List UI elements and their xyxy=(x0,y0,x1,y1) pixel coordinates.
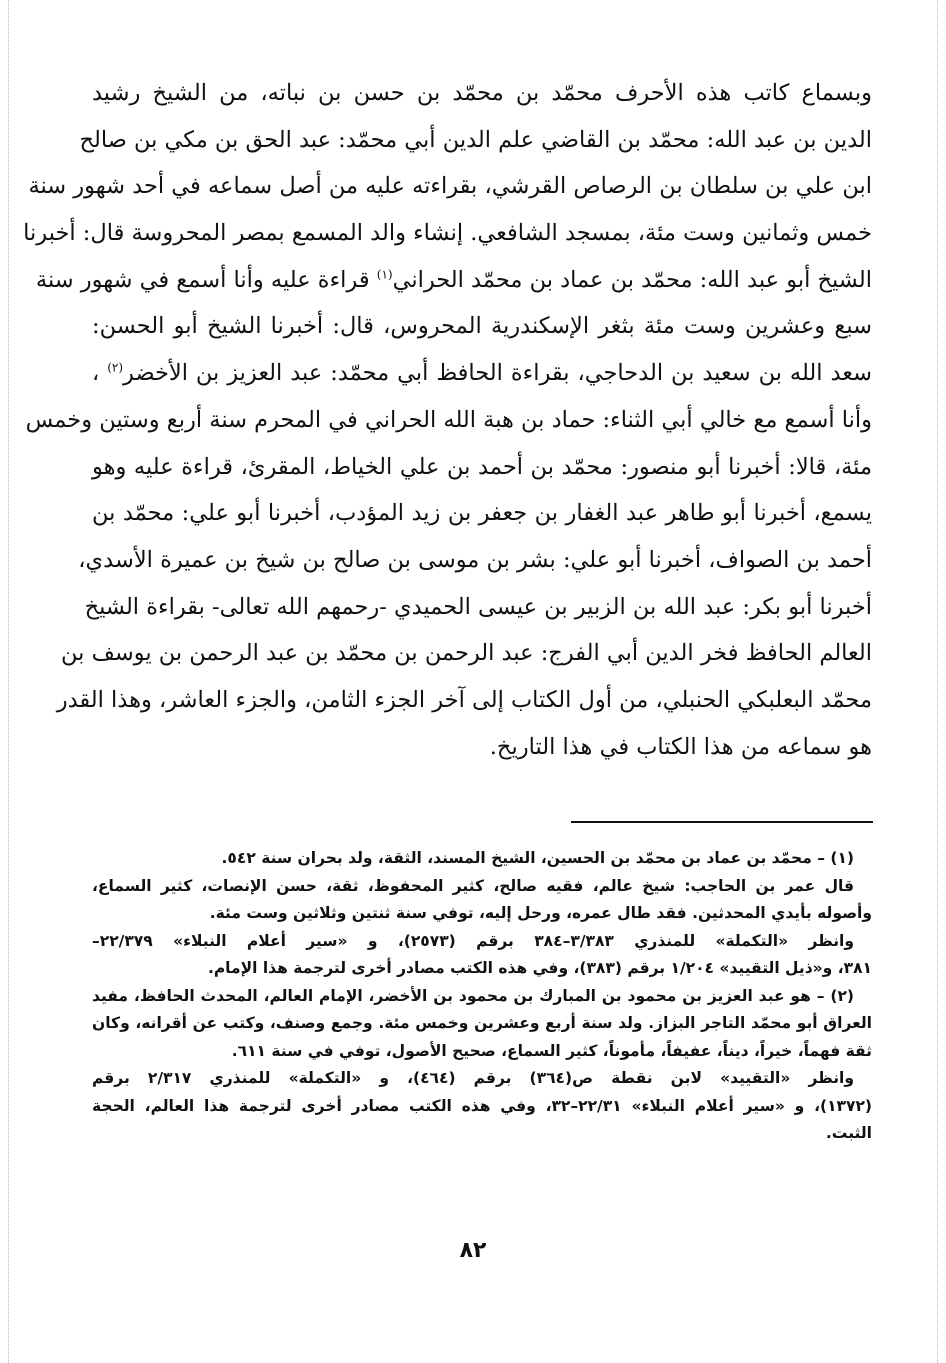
body-line-14: محمّد البعلبكي الحنبلي، من أول الكتاب إلى آخر الجزء الثامن، والجزء العاشر، وهذا القدر xyxy=(56,686,872,713)
scan-margin-right xyxy=(937,0,938,1363)
body-line-5 xyxy=(35,257,872,304)
scan-margin-left xyxy=(8,0,9,1363)
page-number: ٨٢ xyxy=(459,1238,487,1263)
footnote-1-line-4: وانظر «التكملة» للمنذري ٣/٣٨٣–٣٨٤ برقم (٢٥٧٣)، و «سير أعلام النبلاء» ٢٢/٣٧٩– xyxy=(92,931,854,950)
body-line-4: خمس وثمانين وست مئة، بمسجد الشافعي. إنشاء والد المسمع بمصر المحروسة قال: أخبرنا xyxy=(23,220,872,247)
body-line-5-part-b: قراءة عليه وأنا أسمع في شهور سنة xyxy=(35,266,370,293)
body-line-12: أخبرنا أبو بكر: عبد الله بن الزبير بن عيسى الحميدي -رحمهم الله تعالى- بقراءة الشيخ xyxy=(84,593,872,620)
footnote-1-line-5: ٣٨١، و«ذيل التقييد» ١/٢٠٤ برقم (٣٨٣)، وفي هذه الكتب مصادر أخرى لترجمة هذا الإمام. xyxy=(207,959,872,977)
footnote-2-line-2: العراق أبو محمّد التاجر البزاز. ولد سنة أربع وعشرين وخمس مئة. وجمع وصنف، وكتب عن أقرانه، وكان xyxy=(92,1014,872,1032)
body-line-3: ابن علي بن سلطان بن الرصاص القرشي، بقراءته عليه من أصل سماعه في أحد شهور سنة xyxy=(28,173,872,200)
body-line-7 xyxy=(92,350,872,397)
footnote-ref-1[interactable]: (١) xyxy=(376,267,393,282)
footnote-1-line-2: قال عمر بن الحاجب: شيخ عالم، فقيه صالح، كثير المحفوظ، ثقة، حسن الإنصات، كثير السماع، xyxy=(92,876,854,895)
footnote-2-line-5: (١٣٧٢)، و «سير أعلام النبلاء» ٢٢/٣١–٣٢، وفي هذه الكتب مصادر أخرى لترجمة هذا العالم، الحجة xyxy=(92,1096,872,1115)
body-line-13: العالم الحافظ فخر الدين أبي الفرج: عبد الرحمن بن محمّد بن عبد الرحمن بن يوسف بن xyxy=(61,640,872,667)
body-line-5-part-a: الشيخ أبو عبد الله: محمّد بن عماد بن محمّد الحراني xyxy=(392,266,872,293)
body-line-9: مئة، قالا: أخبرنا أبو منصور: محمّد بن أحمد بن علي الخياط، المقرئ، قراءة عليه وهو xyxy=(92,453,872,480)
footnote-1-line-1: (١) – محمّد بن عماد بن محمّد بن الحسين، الشيخ المسند، الثقة، ولد بحران سنة ٥٤٢. xyxy=(221,849,854,867)
body-line-11: أحمد بن الصواف، أخبرنا أبو علي: بشر بن موسى بن صالح بن شيخ بن عميرة الأسدي، xyxy=(78,546,872,573)
body-line-15: هو سماعه من هذا الكتاب في هذا التاريخ. xyxy=(489,733,872,760)
body-line-7-text: سعد الله بن سعيد بن الدحاجي، بقراءة الحافظ أبي محمّد: عبد العزيز بن الأخضر xyxy=(123,360,872,387)
body-line-8: وأنا أسمع مع خالي أبي الثناء: حماد بن هبة الله الحراني في المحرم سنة أربع وستين وخمس xyxy=(25,406,872,433)
footnote-2-line-4: وانظر «التقييد» لابن نقطة ص(٣٦٤) برقم (٤٦٤)، و «التكملة» للمنذري ٢/٣١٧ برقم xyxy=(92,1069,854,1087)
footnote-2-line-6: الثبت. xyxy=(825,1124,872,1142)
footnote-separator xyxy=(571,821,873,823)
footnote-ref-2[interactable]: (٢) xyxy=(107,360,124,375)
footnote-2-line-1: (٢) – هو عبد العزيز بن محمود بن المبارك بن محمود بن الأخضر، الإمام العالم، المحدث الحافظ، مفيد xyxy=(92,986,854,1005)
body-line-2: الدين بن عبد الله: محمّد بن القاضي علم الدين أبي محمّد: عبد الحق بن مكي بن صالح xyxy=(79,126,872,153)
footnote-2-line-3: ثقة فهماً، خيراً، ديناً، عفيفاً، مأموناً، كثير السماع، صحيح الأصول، توفي في سنة ٦١١. xyxy=(231,1041,872,1060)
footnotes-block xyxy=(92,845,872,1148)
body-line-1: وبسماع كاتب هذه الأحرف محمّد بن محمّد بن حسن بن نباته، من الشيخ رشيد xyxy=(92,80,872,106)
main-text-block xyxy=(23,70,872,770)
body-line-10: يسمع، أخبرنا أبو طاهر عبد الغفار بن جعفر بن زيد المؤدب، أخبرنا أبو علي: محمّد بن xyxy=(92,500,872,527)
body-line-6: سبع وعشرين وست مئة بثغر الإسكندرية المحروس، قال: أخبرنا الشيخ أبو الحسن: xyxy=(92,313,872,340)
footnote-1-line-3: وأصوله بأيدي المحدثين. فقد طال عمره، ورحل إليه، توفي سنة ثنتين وثلاثين وست مئة. xyxy=(209,904,872,922)
body-line-7-comma: ، xyxy=(92,360,100,387)
